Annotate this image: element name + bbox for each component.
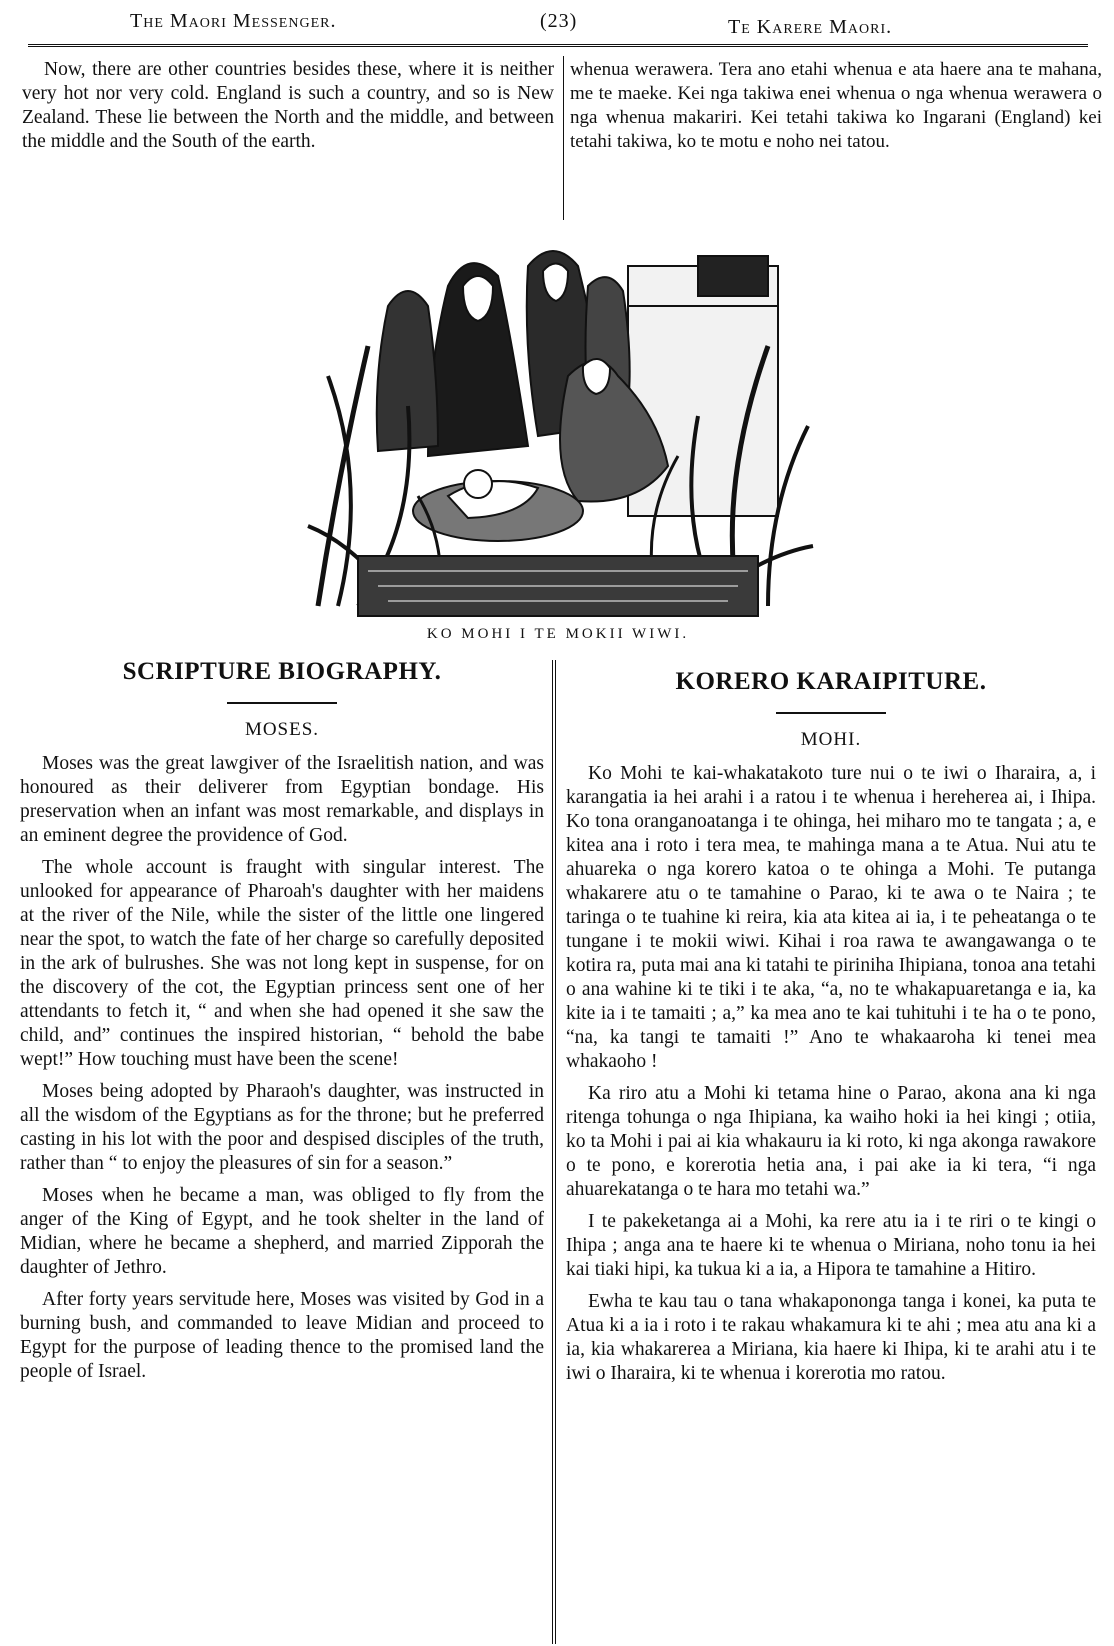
top-maori-column (570, 58, 1102, 162)
english-column (20, 660, 544, 1392)
english-paragraph: Moses when he became a man, was obliged to fly from the anger of the King of Egypt, and he took shelter in the land of Midian, where he became a shepherd, and married Zipporah the daughter of Jethro. (20, 1185, 544, 1278)
illustration-caption: KO MOHI I TE MOKII WIWI. (426, 626, 690, 642)
page-number: (23) (540, 10, 578, 32)
header-rule (28, 44, 1088, 47)
english-paragraph: After forty years servitude here, Moses was visited by God in a burning bush, and commanded to leave Midian and proceed to Egypt for the purpose of leading thence to the promised land the people of Israel. (20, 1289, 544, 1382)
maori-paragraph: Ewha te kau tau o tana whakapononga tanga i konei, ka puta te Atua ki a ia i roto i te rakau whakamura ki te ahi ; mea atu ana ki a ia, kia whakarerea a Miriana, kia haere ki Ihipa, ki te arahi atu i te iwi o Iharaira, ki te whenua i korerotia mo ratou. (566, 1291, 1096, 1384)
english-title-rule (227, 702, 337, 704)
maori-subtitle: MOHI. (800, 729, 862, 750)
header-english-title: The Maori Messenger. (130, 10, 337, 32)
header-maori-title: Te Karere Maori. (728, 16, 893, 38)
maori-column (566, 670, 1096, 1394)
column-divider (552, 660, 556, 1644)
top-english-column (22, 58, 554, 162)
page-header (28, 8, 1088, 40)
moses-in-bulrushes-engraving (298, 226, 818, 630)
maori-paragraph: I te pakeketanga ai a Mohi, ka rere atu ia i te riri o te kingi o Ihipa ; anga ana te haere ki te whenua o Miriana, noho tonu ia hei kai tiaki hipi, ka tukua ki a ia, a Hipora te tamahine a Hitiro. (566, 1211, 1096, 1280)
english-paragraph: Moses was the great lawgiver of the Israelitish nation, and was honoured as their deliverer from Egyptian bondage. His preservation when an infant was most remarkable, and displays in an eminent degree the providence of God. (20, 753, 544, 846)
top-maori-paragraph: whenua werawera. Tera ano etahi whenua e ata haere ana te mahana, me te maeke. Kei nga takiwa enei whenua o nga whenua werawera o nga whenua makariri. Kei tetahi takiwa ko Ingarani (England) kei tetahi takiwa, ko te motu e noho nei tatou. (570, 59, 1102, 152)
maori-section-title: KORERO KARAIPITURE. (675, 668, 987, 695)
english-paragraph: Moses being adopted by Pharaoh's daughter, was instructed in all the wisdom of the Egyptians as for the throne; but he preferred casting in his lot with the poor and despised disciples of the truth, rather than “ to enjoy the pleasures of sin for a season.” (20, 1081, 544, 1174)
english-section-title: SCRIPTURE BIOGRAPHY. (122, 658, 442, 685)
top-column-divider (563, 56, 564, 220)
maori-paragraph: Ko Mohi te kai-whakatakoto ture nui o te iwi o Iharaira, a, i karangatia ia hei arahi i a ratou i te whenua i hereherea ai, i Ihipa. Ko tona oranganoatanga i te ohinga, hei miharo mo te tangata ; a, e kitea ana i roto i tera mea, te mahinga mana a te Atua. Nui atu te ahuareka o nga korero katoa o te ohinga a Mohi. Te putanga whakarere atu o te tamahine o Parao, ki te awa o te Naira ; te taringa o te tuahine ki reira, kia ata kitea ai ia, i te peheatanga o te tungane i te mokii wiwi. Kihai i roa rawa te awangawanga o te kotira ra, puta mai ana ki tatahi te piriniha Ihipiana, tonoa ana tetahi o ana wahine ki te tiki i te aka, “a, no te whakapuaretanga e ia, ka kite ia i te tamaiti ; a,” ka mea ano te kai tuhituhi i te ha o te pono, “na, ka tangi te tamaiti !” Ano te whakaaroha ki tenei mea whakaoho ! (566, 763, 1096, 1072)
top-english-paragraph: Now, there are other countries besides these, where it is neither very hot nor very cold. England is such a country, and so is New Zealand. These lie between the North and the middle, and between the middle and the South of the earth. (22, 59, 554, 152)
english-subtitle: MOSES. (244, 719, 320, 740)
maori-paragraph: Ka riro atu a Mohi ki tetama hine o Parao, akona ana ki nga ritenga tohunga o nga Ihipiana, ka waiho hoki ia hei kingi ; otiia, ko ta Mohi i pai ai kia whakauru ia ki roto, ki nga akonga rawakore o te pono, e korerotia hetia ana, i pai ake ia ki tera, “i nga ahuarekatanga o te hara mo tetahi wa.” (566, 1083, 1096, 1200)
english-paragraph: The whole account is fraught with singular interest. The unlooked for appearance of Pharoah's daughter with her maidens at the river of the Nile, while the sister of the little one lingered near the spot, to watch the fate of her charge so carefully deposited in the ark of bulrushes. She was not long kept in suspense, for on the discovery of the cot, the Egyptian princess sent one of her attendants to fetch it, “ and when she had opened it she saw the child, and” continues the inspired historian, “ behold the babe wept!” How touching must have been the scene! (20, 857, 544, 1070)
maori-title-rule (776, 712, 886, 714)
